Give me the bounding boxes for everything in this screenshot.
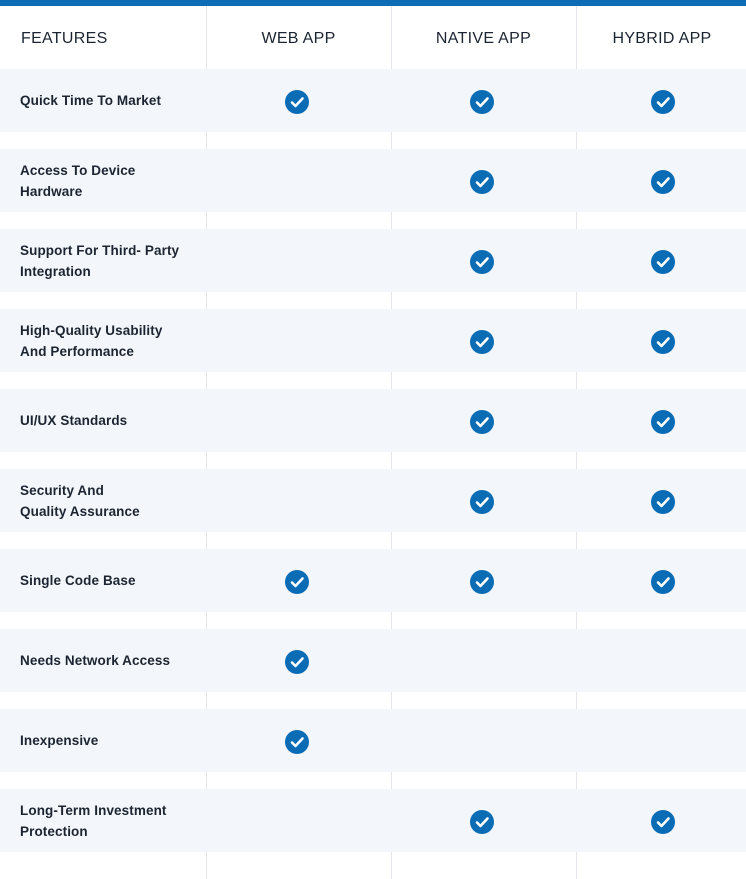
- feature-text: Support For Third- Party Integration: [20, 242, 180, 279]
- feature-label: [20, 309, 195, 372]
- check-icon-native: [470, 570, 494, 594]
- header-native-app: NATIVE APP: [435, 30, 532, 47]
- feature-text: High-Quality Usability And Performance: [20, 322, 163, 359]
- feature-label: [20, 389, 195, 452]
- check-icon-hybrid: [651, 810, 675, 834]
- table-row: [0, 469, 746, 532]
- check-icon-web: [285, 650, 309, 674]
- feature-label: [20, 69, 195, 132]
- check-icon-native: [470, 170, 494, 194]
- check-icon-web: [285, 730, 309, 754]
- table-row: [0, 309, 746, 372]
- feature-label: [20, 549, 195, 612]
- feature-text: Single Code Base: [20, 573, 136, 588]
- feature-text: UI/UX Standards: [20, 413, 128, 428]
- feature-label: [20, 229, 195, 292]
- check-icon-native: [470, 810, 494, 834]
- check-icon-hybrid: [651, 410, 675, 434]
- header-web-app: WEB APP: [261, 30, 336, 47]
- feature-text: Inexpensive: [20, 733, 99, 748]
- header-hybrid-app: HYBRID APP: [612, 30, 712, 47]
- feature-label: [20, 789, 195, 852]
- table-row: [0, 229, 746, 292]
- table-row: [0, 629, 746, 692]
- check-icon-native: [470, 410, 494, 434]
- check-icon-hybrid: [651, 250, 675, 274]
- table-row: [0, 709, 746, 772]
- check-icon-hybrid: [651, 570, 675, 594]
- feature-text: Security And Quality Assurance: [20, 482, 140, 519]
- header-features: FEATURES: [21, 30, 108, 47]
- check-icon-hybrid: [651, 490, 675, 514]
- check-icon-hybrid: [651, 330, 675, 354]
- check-icon-hybrid: [651, 170, 675, 194]
- check-icon-hybrid: [651, 90, 675, 114]
- feature-text: Needs Network Access: [20, 653, 171, 668]
- table-row: [0, 149, 746, 212]
- feature-text: Quick Time To Market: [20, 93, 162, 108]
- table-row: [0, 549, 746, 612]
- table-row: [0, 789, 746, 852]
- table-row: [0, 69, 746, 132]
- table-row: [0, 389, 746, 452]
- top-accent-bar: [0, 0, 746, 6]
- feature-text: Long-Term Investment Protection: [20, 802, 167, 839]
- check-icon-native: [470, 90, 494, 114]
- feature-label: [20, 709, 195, 772]
- check-icon-web: [285, 570, 309, 594]
- check-icon-web: [285, 90, 309, 114]
- check-icon-native: [470, 490, 494, 514]
- check-icon-native: [470, 250, 494, 274]
- feature-text: Access To Device Hardware: [20, 162, 136, 199]
- check-icon-native: [470, 330, 494, 354]
- feature-label: [20, 149, 195, 212]
- feature-label: [20, 469, 195, 532]
- feature-label: [20, 629, 195, 692]
